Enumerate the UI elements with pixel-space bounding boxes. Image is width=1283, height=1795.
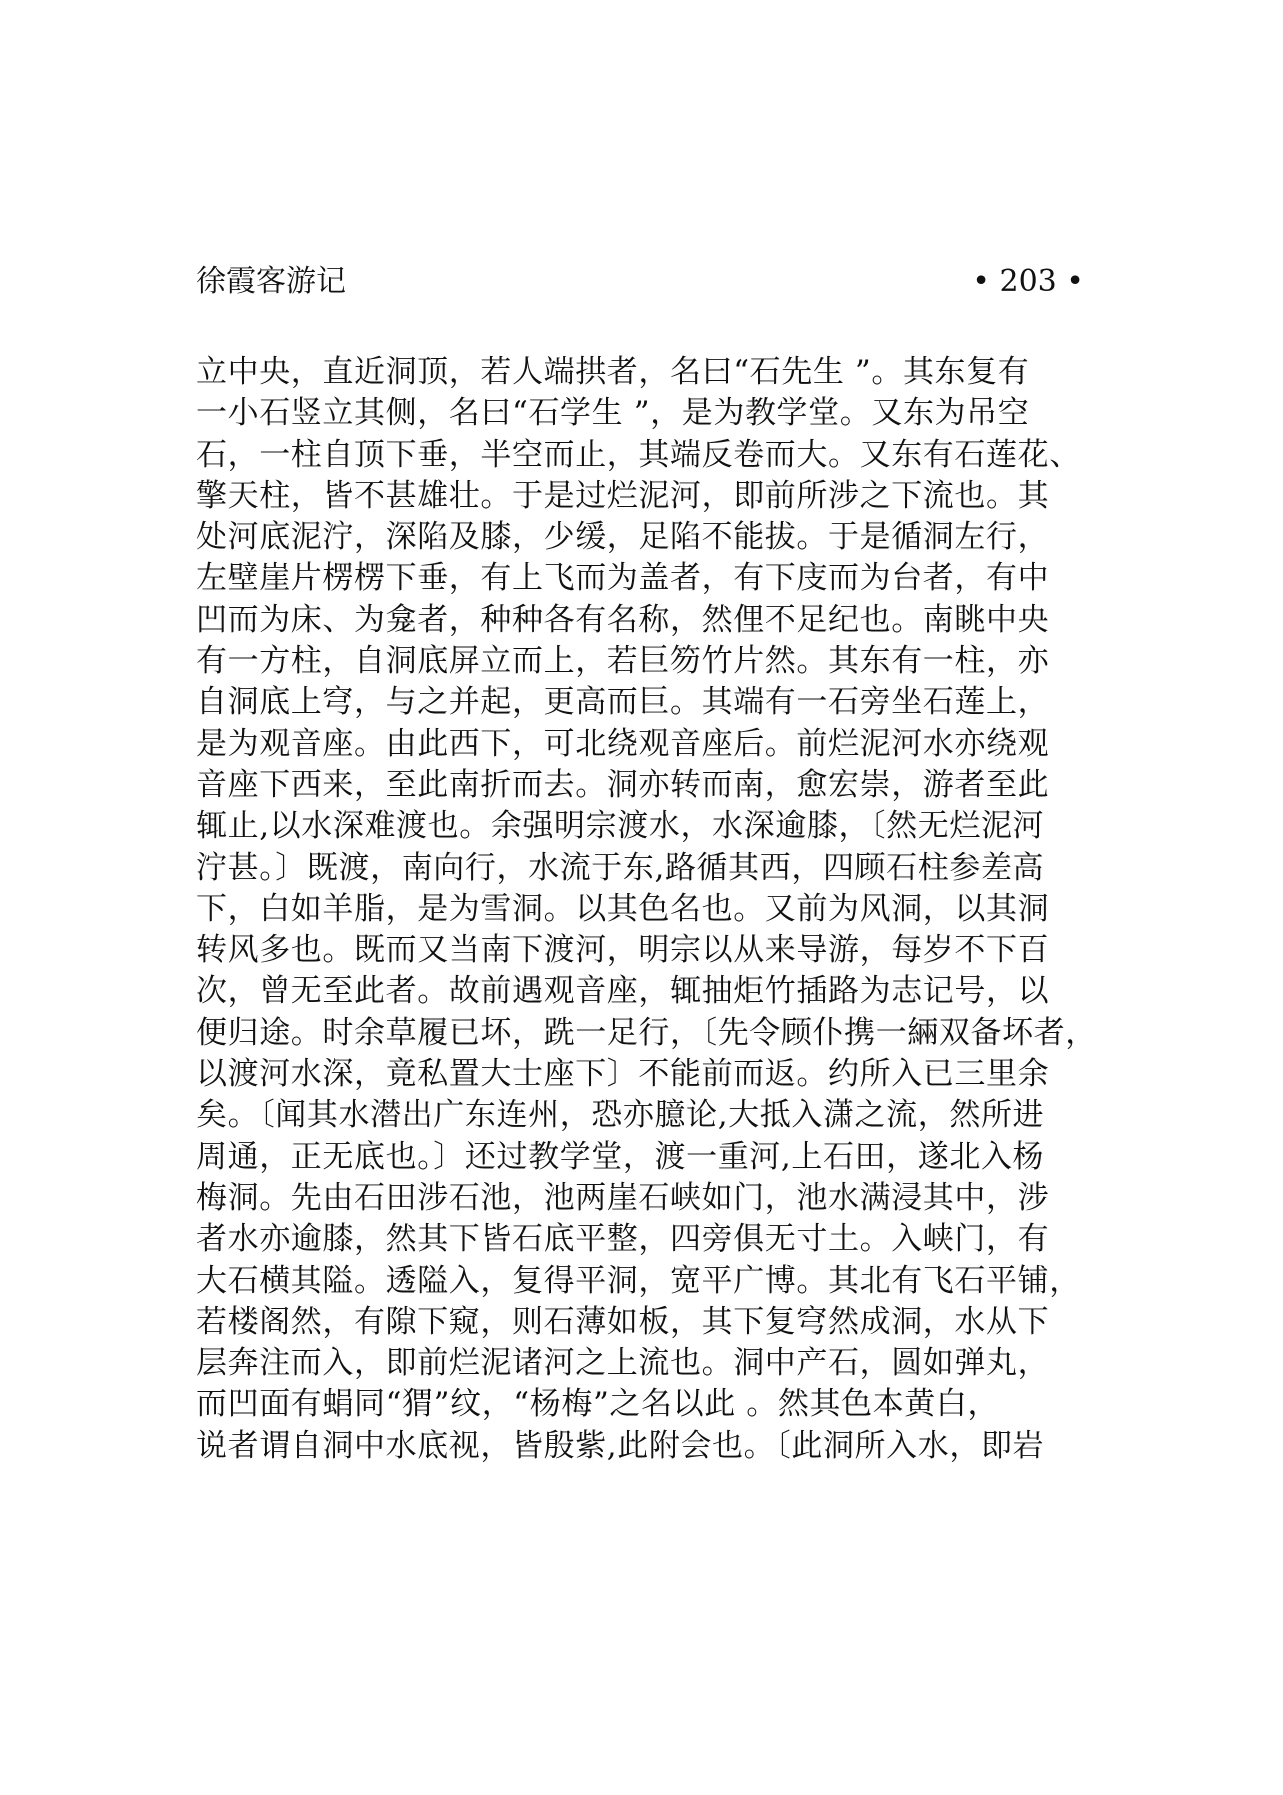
text-line: 而凹面有蜎同“猬”纹，“杨梅”之名以此 。然其色本黄白， (196, 1386, 1000, 1423)
body-text (196, 352, 1096, 1467)
text-line: 是为观音座。由此西下，可北绕观音座后。前烂泥河水亦绕观 (196, 725, 1050, 762)
text-line: 立中央，直近洞顶，若人端拱者，名曰“石先生 ”。其东复有 (196, 354, 1030, 390)
text-line: 下，白如羊脂，是为雪洞。以其色名也。又前为风洞，以其洞 (196, 890, 1050, 927)
text-line: 便归途。时余草履已坏，跣一足行，〔先令顾仆携一緉双备坏者， (196, 1014, 1097, 1051)
text-line: 梅洞。先由石田涉石池，池两崖石峡如门，池水满浸其中，涉 (196, 1179, 1050, 1216)
text-line: 层奔注而入，即前烂泥诸河之上流也。洞中产石，圆如弹丸， (196, 1345, 1050, 1382)
text-line: 辄止,以水深难渡也。余强明宗渡水，水深逾膝，〔然无烂泥河 (196, 808, 1045, 845)
text-line: 泞甚。〕既渡，南向行，水流于东,路循其西，四顾石柱参差高 (196, 849, 1045, 886)
page-header (196, 262, 1084, 302)
text-line: 以渡河水深，竟私置大士座下〕不能前而返。约所入已三里余 (196, 1056, 1050, 1093)
text-line: 说者谓自洞中水底视，皆殷紫,此附会也。〔此洞所入水，即岩 (196, 1427, 1045, 1464)
text-line: 自洞底上穹，与之并起，更高而巨。其端有一石旁坐石莲上， (196, 684, 1050, 721)
text-line: 处河底泥泞，深陷及膝，少缓，足陷不能拔。于是循洞左行， (196, 519, 1050, 556)
text-line: 有一方柱，自洞底屏立而上，若巨笏竹片然。其东有一柱，亦 (196, 643, 1050, 680)
text-line: 周通，正无底也。〕还过教学堂，渡一重河,上石田，遂北入杨 (196, 1138, 1045, 1175)
text-line: 擎天柱，皆不甚雄壮。于是过烂泥河，即前所涉之下流也。其 (196, 477, 1050, 514)
text-line: 者水亦逾膝，然其下皆石底平整，四旁俱无寸土。入峡门，有 (196, 1221, 1050, 1258)
text-line: 若楼阁然，有隙下窥，则石薄如板，其下复穹然成洞，水从下 (196, 1303, 1050, 1340)
text-line: 石，一柱自顶下垂，半空而止，其端反卷而大。又东有石莲花、 (196, 436, 1081, 473)
text-line: 音座下西来，至此南折而去。洞亦转而南，愈宏崇，游者至此 (196, 766, 1050, 803)
text-line: 凹而为床、为龛者，种种各有名称，然俚不足纪也。南眺中央 (196, 601, 1050, 638)
page-number: • 203 • (972, 264, 1084, 299)
text-line: 次，曾无至此者。故前遇观音座，辄抽炬竹插路为志记号，以 (196, 973, 1050, 1010)
text-line: 大石横其隘。透隘入，复得平洞，宽平广博。其北有飞石平铺， (196, 1262, 1081, 1299)
text-line: 矣。〔闻其水潜出广东连州，恐亦臆论,大抵入潇之流，然所进 (196, 1097, 1045, 1134)
text-line: 一小石竖立其侧，名曰“石学生 ”，是为教学堂。又东为吊空 (196, 395, 1030, 432)
text-line: 左壁崖片楞楞下垂，有上飞而为盖者，有下庋而为台者，有中 (196, 560, 1050, 597)
text-line: 转风多也。既而又当南下渡河，明宗以从来导游，每岁不下百 (196, 932, 1050, 969)
book-title: 徐霞客游记 (196, 264, 346, 299)
